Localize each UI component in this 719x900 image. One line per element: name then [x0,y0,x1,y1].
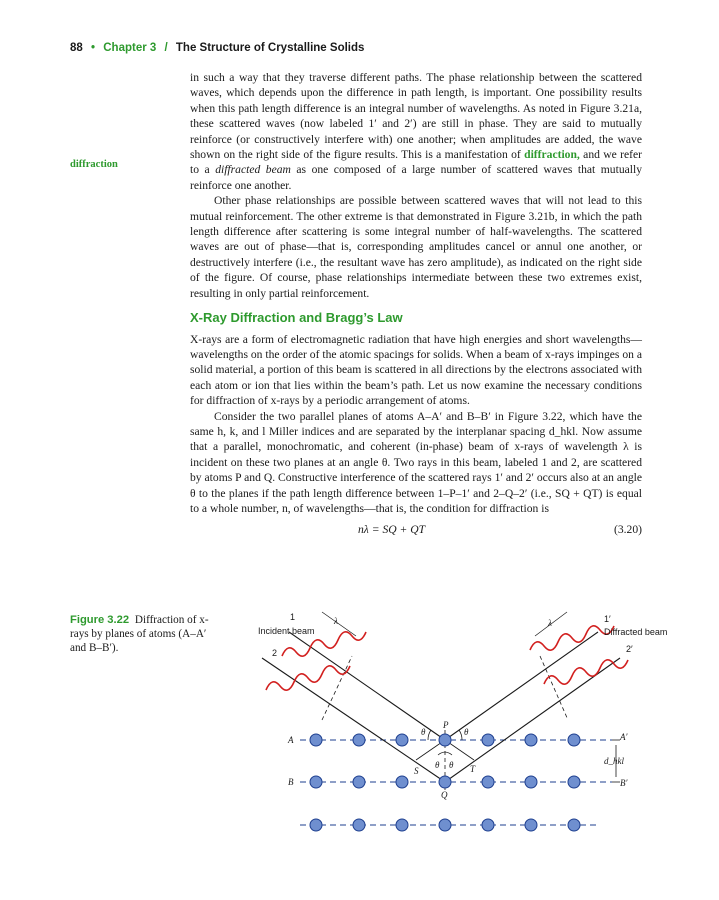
atom [353,734,365,746]
theta-arc-right [459,730,462,740]
atom-Q-label: Q [441,790,448,800]
caption-text: Diffraction of x-rays by planes of atoms (A–A′ and B–B′). [70,614,209,654]
atom [482,819,494,831]
ray-1p-label: 1′ [604,614,611,624]
atom [310,819,322,831]
plane-A-label: A [288,735,294,745]
theta-arc-lower-left [438,752,445,755]
ray-2p-label: 2′ [626,644,633,654]
page-number: 88 [70,42,83,54]
atom [439,819,451,831]
header-bullet: • [91,42,96,54]
point-T-label: T [470,764,476,774]
plane-Bp-label: B′ [620,778,628,788]
atom [568,734,580,746]
atom [396,819,408,831]
atom [396,776,408,788]
diffracted-beam-label: Diffracted beam [604,627,668,637]
atom [482,734,494,746]
point-S-label: S [414,766,419,776]
ray-2-label: 2 [272,648,278,658]
atom [353,776,365,788]
plane-B-label: B [288,777,294,787]
atom [482,776,494,788]
theta-label-right: θ [464,727,469,737]
theta-arc-lower-right [445,752,452,755]
atom-Q [439,776,451,788]
dhkl-label: d_hkl [604,756,624,766]
margin-glossary-term: diffraction [70,159,118,170]
incident-lambda-label: λ [334,616,338,626]
diffracted-wave-1 [530,626,614,650]
theta-label-lower-left: θ [435,760,440,770]
atom [396,734,408,746]
atom [310,734,322,746]
header-slash: / [164,42,168,54]
diffracted-lambda-label: λ [548,618,552,628]
incident-lambda-marker [322,612,356,636]
chapter-label: Chapter 3 [103,42,157,54]
p1-text-c: as one composed of a large number of scattered waves that mutually reinforce one another. [190,163,642,192]
equation-number: (3.20) [613,523,642,537]
equation-text: nλ = SQ + QT [358,523,426,537]
chapter-title: The Structure of Crystalline Solids [175,42,365,54]
atom [353,819,365,831]
atom [525,734,537,746]
diffracted-wave-2 [544,660,628,684]
incident-ray-1 [289,632,445,740]
atom [310,776,322,788]
paragraph-2: Other phase relationships are possible between scattered waves that will not lead to this mutual reinforcement. The other extreme is that demonstrated in Figure 3.21b, in which the path length difference after scattering is some integral number of half-wavelengths. The scattered waves are out of phase—that is, corresponding amplitudes cancel or annul one another, or destructively interfere (i.e., the resultant wave has zero amplitude), as indicated on the right side of the figure. Of course, phase relationships intermediate between these two extremes exist, resulting in only partial reinforcement. [190,194,642,300]
atom [525,776,537,788]
section-heading: X-Ray Diffraction and Bragg’s Law [190,310,403,326]
p1-text-b: and we refer to a [190,148,643,177]
diffracted-ray-1 [445,632,598,740]
plane-Ap-label: A′ [620,732,628,742]
incident-beam-label: Incident beam [258,626,315,636]
p1-text-a: in such a way that they traverse different paths. The phase relationship between the scattered waves, which depends upon the difference in path length, is important. One possibility results when this path length difference is an integral number of wavelengths. As noted in Figure 3.21a, these scattered waves (now labeled 1′ and 2′) are still in phase. They are said to mutually reinforce (or constructively interfere with) one another; when amplitudes are added, the wave shown on the right side of the figure results. This is a manifestation of [190,71,642,162]
atom [568,776,580,788]
atom-P [439,734,451,746]
paragraph-4: Consider the two parallel planes of atoms A–A′ and B–B′ in Figure 3.22, which have the same h, k, and l Miller indices and are separated by the interplanar spacing d_hkl. Now assume that a parallel, monochromatic, and coherent (in-phase) beam of x-rays of wavelength λ is incident on these two planes at an angle θ. Two rays in this beam, labeled 1 and 2, are scattered by atoms P and Q. Constructive interference of the scattered rays 1′ and 2′ occurs also at an angle θ to the planes if the path length difference between 1–P–1′ and 2–Q–2′ (i.e., SQ + QT) is equal to a whole number, n, of wavelengths—that is, the condition for diffraction is [190,409,642,515]
theta-arc-left [428,730,431,740]
theta-label-lower-right: θ [449,760,454,770]
theta-label-left: θ [421,727,426,737]
ray-1-label: 1 [290,612,296,622]
atom [525,819,537,831]
diffracted-wavefront [540,656,568,720]
figure-label: Figure 3.22 [70,614,130,626]
atom-P-label: P [443,720,449,730]
diffraction-keyword: diffraction, [524,148,580,162]
atom [568,819,580,831]
diffracted-beam-term: diffracted beam [215,163,291,177]
paragraph-3: X-rays are a form of electromagnetic radiation that have high energies and short wavelengths—wavelengths on the order of the atomic spacings for solids. When a beam of x-rays impinges on a solid material, a portion of this beam is scattered in all directions by the electrons associated with each atom or ion that lies within the beam’s path. Let us now examine the necessary conditions for diffraction of x-rays by a periodic arrangement of atoms. [190,332,642,408]
